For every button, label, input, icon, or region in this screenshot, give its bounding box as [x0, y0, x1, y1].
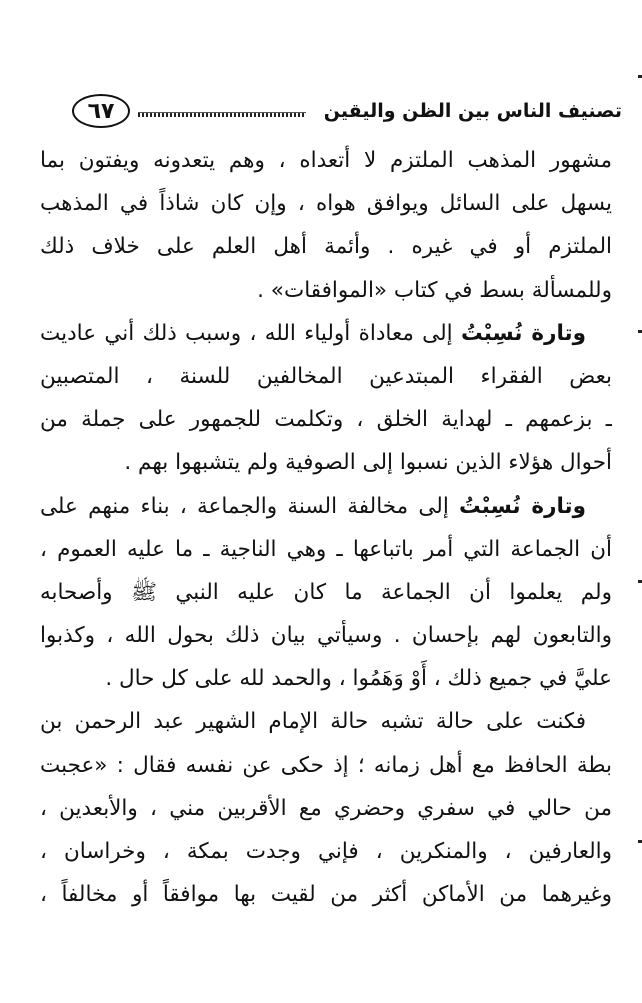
- line-rest: إلى مخالفة السنة والجماعة ، بناء منهم على: [40, 493, 460, 519]
- margin-mark: [638, 330, 642, 333]
- text-line: أن الجماعة التي أمر باتباعها ـ وهي الناجية ـ ما عليه العموم ،: [40, 536, 612, 562]
- text-line: وللمسألة بسط في كتاب «الموافقات» .: [257, 277, 612, 303]
- text-line: مشهور المذهب الملتزم لا أتعداه ، وهم يتعدونه ويفتون بما: [40, 148, 612, 173]
- running-title: تصنيف الناس بين الظن واليقين: [323, 100, 622, 122]
- text-line: ولم يعلموا أن الجماعة ما كان عليه النبي ﷺ وأصحابه: [40, 579, 612, 605]
- margin-mark: [638, 75, 642, 78]
- paragraph-lead: وتارة نُسِبْتُ: [460, 320, 586, 346]
- text-line: أحوال هؤلاء الذين نسبوا إلى الصوفية ولم يتشبهوا بهم .: [124, 450, 612, 476]
- text-line: والتابعون لهم بإحسان . وسيأتي بيان ذلك بحول الله ، وكذبوا: [40, 623, 612, 649]
- text-line: بعض الفقراء المبتدعين المخالفين للسنة ، المتصبين: [40, 363, 612, 389]
- margin-mark: [638, 840, 642, 843]
- paragraph-lead: وتارة نُسِبْتُ: [459, 493, 586, 519]
- text-line: [40, 312, 612, 355]
- text-line: فكنت على حالة تشبه حالة الإمام الشهير عبد الرحمن بن: [40, 709, 586, 735]
- text-line: عليَّ في جميع ذلك ، أَوْ وَهَمُوا ، والحمد لله على كل حال .: [105, 666, 612, 692]
- text-line: يسهل على السائل ويوافق هواه ، وإن كان شاذاً في المذهب: [40, 191, 612, 217]
- text-line: ـ بزعمهم ـ لهداية الخلق ، وتكلمت للجمهور على جملة من: [40, 407, 612, 433]
- body-text: [40, 139, 612, 916]
- margin-mark: [638, 580, 642, 583]
- text-line: [40, 485, 612, 528]
- text-line: الملتزم أو في غيره . وأئمة أهل العلم على خلاف ذلك: [40, 234, 612, 260]
- text-line: بطة الحافظ مع أهل زمانه ؛ إذ حكى عن نفسه فقال : «عجبت: [40, 752, 612, 778]
- line-rest: إلى معاداة أولياء الله ، وسبب ذلك أني عاديت: [40, 320, 461, 346]
- page-number: ٦٧: [72, 94, 130, 128]
- text-line: من حالي في سفري وحضري مع الأقربين مني ، والأبعدين ،: [40, 795, 612, 821]
- page-header: [72, 86, 622, 136]
- text-line: والعارفين ، والمنكرين ، فإني وجدت بمكة ، وخراسان ،: [40, 839, 612, 864]
- header-rule: [138, 112, 306, 117]
- text-line: وغيرهما من الأماكن أكثر من لقيت بها موافقاً أو مخالفاً ،: [40, 882, 612, 908]
